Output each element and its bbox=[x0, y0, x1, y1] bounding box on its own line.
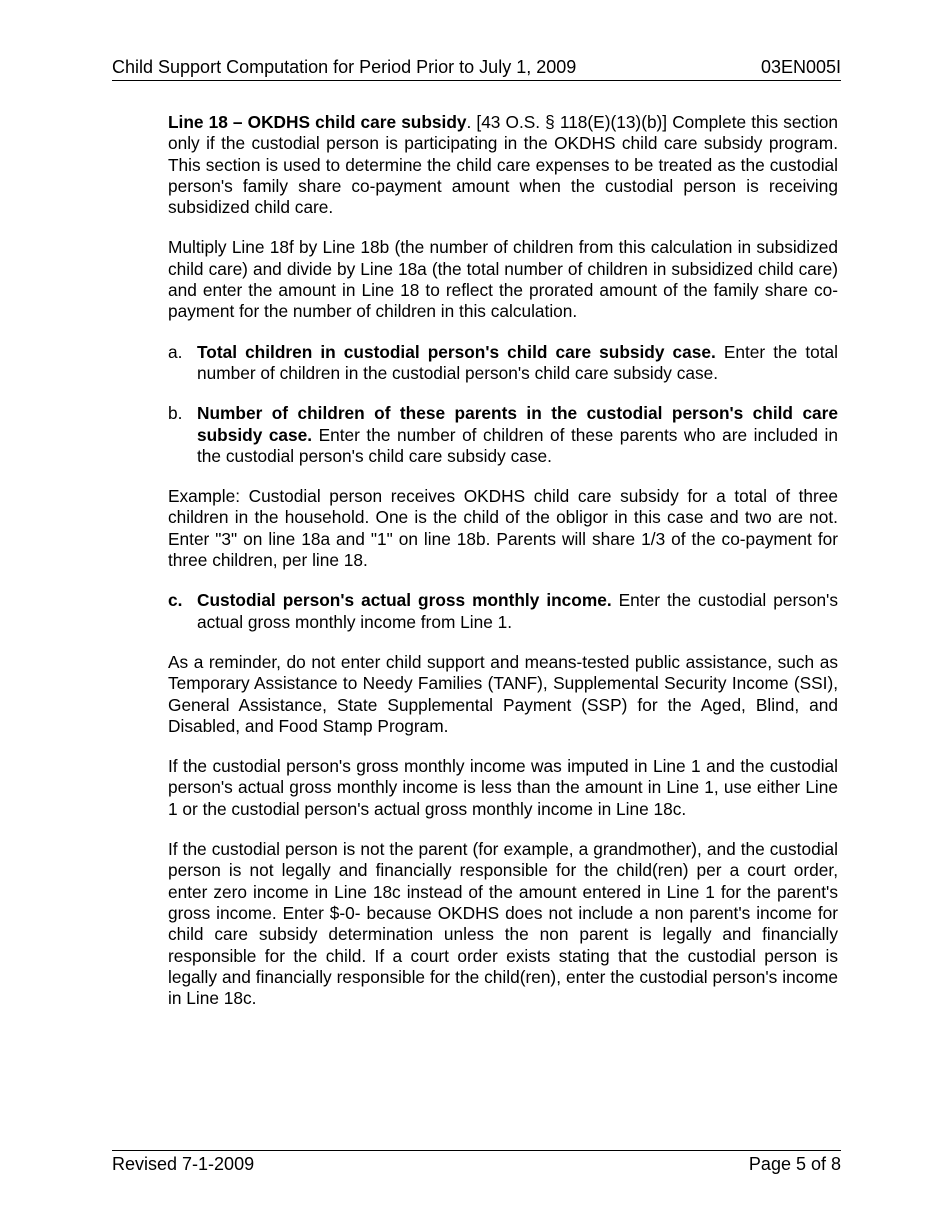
document-title: Child Support Computation for Period Prior to July 1, 2009 bbox=[112, 57, 577, 77]
imputed-income-paragraph: If the custodial person's gross monthly income was imputed in Line 1 and the custodial person's actual gross monthly income is less than the amount in Line 1, use either Line 1 or the custodial person's actual gross monthly income in Line 18c. bbox=[168, 756, 838, 819]
list-item-body: Enter the number of children of these parents who are included in the custodial person's child care subsidy case. bbox=[197, 424, 838, 466]
form-code: 03EN005I bbox=[760, 57, 841, 77]
list-marker: a. bbox=[168, 341, 183, 362]
page-number: Page 5 of 8 bbox=[748, 1154, 841, 1174]
list-item-title: Number of children of these parents in the custodial person's child care subsidy case. bbox=[197, 403, 838, 445]
list-item-body: Enter the total number of children in the custodial person's child care subsidy case. bbox=[197, 341, 838, 383]
list-marker: c. bbox=[168, 590, 183, 611]
list-item-b bbox=[168, 403, 838, 467]
list-item-text bbox=[197, 590, 838, 633]
revision-date: Revised 7-1-2009 bbox=[112, 1154, 255, 1174]
list-item-c bbox=[168, 590, 838, 633]
list-marker: b. bbox=[168, 403, 183, 424]
list-item-a bbox=[168, 342, 838, 385]
example-paragraph: Example: Custodial person receives OKDHS child care subsidy for a total of three children in the household. One is the child of the obligor in this case and two are not. Enter "3" on line 18a and "1" on line 18b. Parents will share 1/3 of the co-payment for three children, per line 18. bbox=[168, 486, 838, 571]
document-body bbox=[168, 112, 838, 1028]
list-item-text bbox=[197, 342, 838, 385]
intro-text: . [43 O.S. § 118(E)(13)(b)] Complete this section only if the custodial person is participating in the OKDHS child care subsidy program. This section is used to determine the child care expenses to be treated as the custodial person's family share co-payment amount when the custodial person is receiving subsidized child care. bbox=[168, 112, 838, 218]
page-header bbox=[112, 56, 841, 81]
section-heading: Line 18 – OKDHS child care subsidy bbox=[168, 112, 467, 132]
list-item-text bbox=[197, 403, 838, 467]
non-parent-paragraph: If the custodial person is not the parent (for example, a grandmother), and the custodial person is not legally and financially responsible for the child(ren) per a court order, enter zero income in Line 18c instead of the amount entered in Line 1 for the parent's gross income. Enter $-0- because OKDHS does not include a non parent's income for child care subsidy determination unless the non parent is legally and financially responsible for the child. If a court order exists stating that the custodial person is legally and financially responsible for the child(ren), enter the custodial person's income in Line 18c. bbox=[168, 839, 838, 1009]
reminder-paragraph: As a reminder, do not enter child support and means-tested public assistance, such as Temporary Assistance to Needy Families (TANF), Supplemental Security Income (SSI), General Assistance, State Supplemental Payment (SSP) for the Aged, Blind, and Disabled, and Food Stamp Program. bbox=[168, 651, 838, 736]
page-footer bbox=[112, 1150, 841, 1175]
instruction-paragraph: Multiply Line 18f by Line 18b (the number of children from this calculation in subsidized child care) and divide by Line 18a (the total number of children in subsidized child care) and enter the amount in Line 18 to reflect the prorated amount of the family share co-payment for the number of children in this calculation. bbox=[168, 237, 838, 322]
list-item-body: Enter the custodial person's actual gross monthly income from Line 1. bbox=[197, 590, 838, 632]
intro-paragraph bbox=[168, 112, 838, 218]
list-item-title: Custodial person's actual gross monthly income. bbox=[197, 590, 612, 611]
list-item-title: Total children in custodial person's child care subsidy case. bbox=[197, 341, 716, 362]
